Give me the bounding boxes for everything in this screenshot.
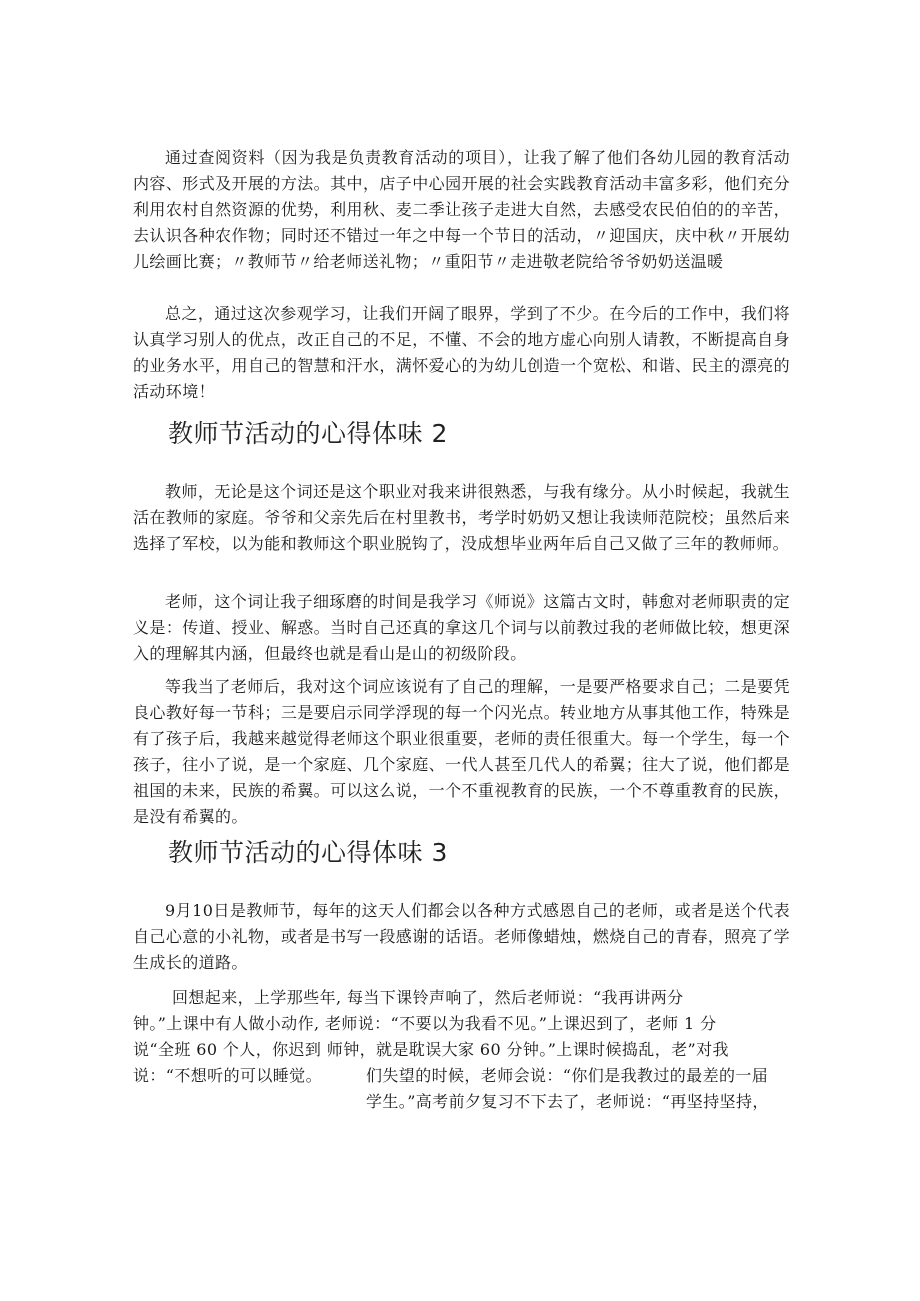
- text-line: 钟。”上课中有人做小动作, 老师说：“不要以为我看不见。”上课迟到了，老师 1 分: [133, 1014, 717, 1033]
- section-heading-2: 教师节活动的心得体味 2: [168, 419, 448, 448]
- paragraph-shishuo: 老师，这个词让我子细琢磨的时间是我学习《师说》这篇古文时，韩愈对老师职责的定义是：传道、授业、解惑。当时自己还真的拿这几个词与以前教过我的老师做比较，想更深入的理解其内涵，但最终也就是看山是山的初级阶段。: [133, 592, 790, 663]
- text-line: 说“全班 60 个人，你迟到 师钟，就是耽误大家 60 分钟。”上课时候捣乱，老”对我: [133, 1040, 729, 1059]
- text-line: 说：“不想听的可以睡觉。: [133, 1066, 322, 1085]
- section-heading-3: 教师节活动的心得体味 3: [168, 838, 448, 867]
- paragraph-summary: 总之，通过这次参观学习，让我们开阔了眼界，学到了不少。在今后的工作中，我们将认真学习别人的优点，改正自己的不足，不懂、不会的地方虚心向别人请教，不断提高自身的业务水平，用自己的智慧和汗水，满怀爱心的为幼儿创造一个宽松、和谐、民主的漂亮的活动环境！: [133, 304, 790, 401]
- paragraph-understanding: 等我当了老师后，我对这个词应该说有了自己的理解，一是要严格要求自己；二是要凭良心教好每一节科；三是要启示同学浮现的每一个闪光点。转业地方从事其他工作，特殊是有了孩子后，我越来越觉得老师这个职业很重要，老师的责任很重大。每一个学生，每一个孩子，往小了说，是一个家庭、几个家庭、一代人甚至几代人的希翼；往大了说，他们都是祖国的未来，民族的希翼。可以这么说，一个不重视教育的民族，一个不尊重教育的民族，是没有希翼的。: [133, 677, 790, 826]
- paragraph-teachers-day: 9月10日是教师节，每年的这天人们都会以各种方式感恩自己的老师，或者是送个代表自己心意的小礼物，或者是书写一段感谢的话语。老师像蜡烛，燃烧自己的青春，照亮了学生成长的道路。: [133, 901, 790, 972]
- paragraph-teacher-family: 教师，无论是这个词还是这个职业对我来讲很熟悉，与我有缘分。从小时候起，我就生活在教师的家庭。爷爷和父亲先后在村里教书，考学时奶奶又想让我读师范院校；虽然后来选择了军校，以为能和教师这个职业脱钩了，没成想毕业两年后自己又做了三年的教师师。: [133, 482, 790, 553]
- text-line: 回想起来，上学那些年, 每当下课铃声响了，然后老师说：“我再讲两分: [172, 988, 684, 1007]
- paragraph-education-activities: 通过查阅资料（因为我是负责教育活动的项目），让我了解了他们各幼儿园的教育活动内容、形式及开展的方法。其中，店子中心园开展的社会实践教育活动丰富多彩，他们充分利用农村自然资源的优势，利用秋、麦二季让孩子走进大自然，去感受农民伯伯的的辛苦，去认识各种农作物；同时还不错过一年之中每一个节日的活动，〃迎国庆，庆中秋〃开展幼儿绘画比赛；〃教师节〃给老师送礼物；〃重阳节〃走进敬老院给爷爷奶奶送温暖: [133, 148, 790, 271]
- text-line: 们失望的时候，老师会说：“你们是我教过的最差的一届: [366, 1066, 769, 1085]
- text-line: 学生。”高考前夕复习不下去了，老师说：“再坚持坚持，: [366, 1092, 769, 1111]
